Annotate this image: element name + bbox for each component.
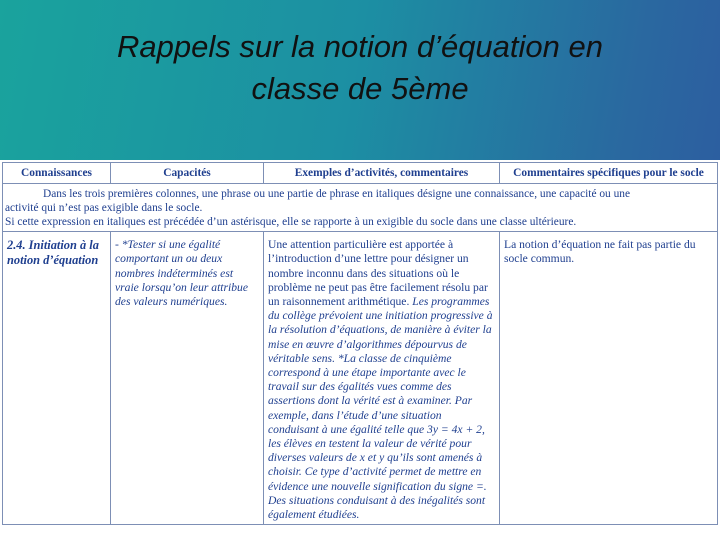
table-note-row	[3, 184, 718, 232]
header-commentaires-socle: Commentaires spécifiques pour le socle	[500, 163, 718, 184]
italics-note	[3, 184, 718, 232]
slide-title-line-1: Rappels sur la notion d’équation en	[116, 29, 603, 64]
exemple-italic-text: Les programmes du collège prévoient une initiation progressive à la résolution d’équations, de manière à éviter la mise en œuvre d’algorithmes dépourvus de véritable sens. *La classe de cinquième correspond à une étape importante avec le travail sur des égalités vues comme des assertions dont la vérité est à examiner. Par exemple, dans l’étude d’une situation conduisant à une égalité telle que 3y = 4x + 2, les élèves en testent la valeur de vérité pour diverses valeurs de x et y qu’ils sont amenés à choisir. Ce type d’activité permet de mettre en évidence une nouvelle signification du signe =. Des situations conduisant à des inégalités sont également étudiées.	[268, 295, 493, 522]
connaissance-cell: 2.4. Initiation à la notion d’équation	[3, 232, 111, 525]
exemple-cell	[264, 232, 500, 525]
note-line-3: Si cette expression en italiques est précédée d’un astérisque, elle se rapporte à un exigible du socle dans une classe ultérieure.	[5, 216, 577, 229]
table-header-row	[3, 163, 718, 184]
note-line-2: activité qui n’est pas exigible dans le socle.	[5, 202, 203, 215]
table-row	[3, 232, 718, 525]
header-capacites: Capacités	[111, 163, 264, 184]
exemple-text: Une attention particulière est apportée à l’introduction d’une lettre pour désigner un nombre inconnu dans des situations où le problème ne peut pas être facilement résolu par un raisonnement arithmétique.	[268, 238, 488, 309]
header-exemples: Exemples d’activités, commentaires	[264, 163, 500, 184]
slide-title	[0, 26, 720, 110]
socle-comment-cell: La notion d’équation ne fait pas partie du socle commun.	[500, 232, 718, 525]
note-line-1: Dans les trois premières colonnes, une phrase ou une partie de phrase en italiques désigne une connaissance, une capacité ou une	[43, 188, 631, 201]
program-excerpt	[0, 160, 720, 540]
program-table	[2, 162, 718, 525]
capacite-cell: - *Tester si une égalité comportant un ou deux nombres indéterminés est vraie lorsqu’on leur attribue des valeurs numériques.	[111, 232, 264, 525]
header-connaissances: Connaissances	[3, 163, 111, 184]
slide-title-line-2: classe de 5ème	[251, 71, 469, 106]
